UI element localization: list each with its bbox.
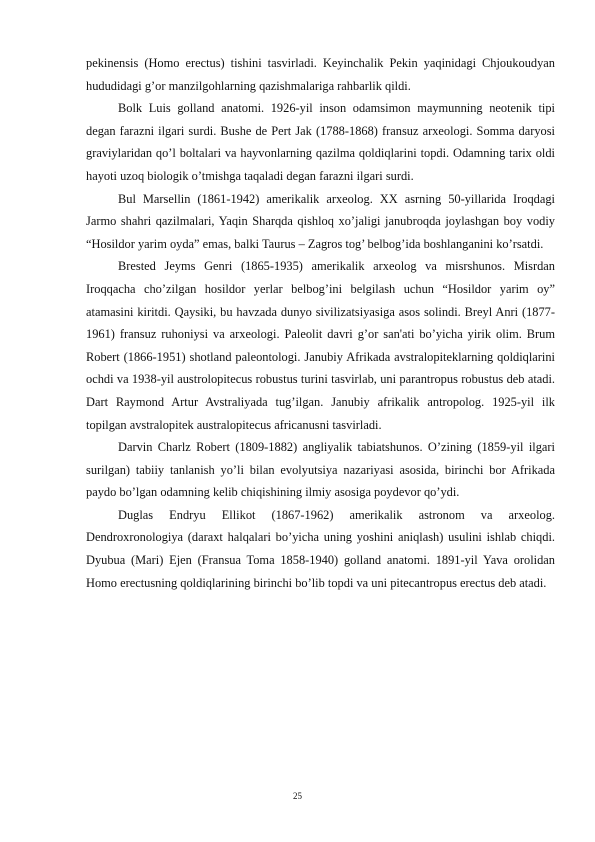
paragraph-bolk-bushe: Bolk Luis golland anatomi. 1926-yil inson odamsimon maymunning neotenik tipi degan farazni ilgari surdi. Bushe de Pert Jak (1788-1868) fransuz arxeologi. Somma daryosi graviylaridan qo’l boltalari va hayvonlarning qazilma qoldiqlarini topdi. Odamning tarix oldi hayoti uzoq biologik o’tmishga taqaladi degan farazni ilgari surdi. (86, 101, 555, 183)
paragraph-bul: Bul Marsellin (1861-1942) amerikalik arxeolog. XX asrning 50-yillarida Iroqdagi Jarmo shahri qazilmalari, Yaqin Sharqda qishloq xo’jaligi janubroqda joylashgan boy vodiy “Hosildor yarim oyda” emas, balki Taurus – Zagros tog’ belbog’ida boshlanganini ko’rsatdi. (86, 191, 555, 251)
page-number: 25 (293, 791, 302, 801)
paragraph-duglas-dyubua: Duglas Endryu Ellikot (1867-1962) amerikalik astronom va arxeolog. Dendroxronologiya (daraxt halqalari bo’yicha uning yoshini aniqlash) usulini ishlab chiqdi. Dyubua (Mari) Ejen (Fransua Toma 1858-1940) golland anatomi. 1891-yil Yava orolidan Homo erectusning qoldiqlarining birinchi bo’lib topdi va uni pitecantropus erectus deb atadi. (86, 507, 555, 590)
paragraph-darvin: Darvin Charlz Robert (1809-1882) angliyalik tabiatshunos. O’zining (1859-yil ilgari surilgan) tabiiy tanlanish yo’li bilan evolyutsiya nazariyasi asosida, birinchi bor Afrikada paydo bo’lgan odamning kelib chiqishining ilmiy asosiga poydevor qo’ydi. (86, 440, 555, 500)
paragraph-brested-breyl-brum-dart: Brested Jeyms Genri (1865-1935) amerikalik arxeolog va misrshunos. Misrdan Iroqqacha cho’zilgan hosildor yerlar belbog’ini belgilash uchun “Hosildor yarim oy” atamasini kiritdi. Qaysiki, bu havzada dunyo sivilizatsiyasiga asos solindi. Breyl Anri (1877-1961) fransuz ruhoniysi va arxeologi. Paleolit davri g’or san'ati bo’yicha yirik olim. Brum Robert (1866-1951) shotland paleontologi. Janubiy Afrikada avstralopiteklarning qoldiqlarini ochdi va 1938-yil austrolopitecus robustus turini tasvirlab, uni parantropus robustus deb atadi. Dart Raymond Artur Avstraliyada tug’ilgan. Janubiy afrikalik antropolog. 1925-yil ilk topilgan avstralopitek australopitecus africanusni tasvirladi. (86, 259, 555, 432)
paragraph-continuation: pekinensis (Homo erectus) tishini tasvirladi. Keyinchalik Pekin yaqinidagi Chjoukoudyan hududidagi g’or manzilgohlarning qazishmalariga rahbarlik qildi. (86, 56, 555, 93)
text-body (86, 52, 555, 594)
